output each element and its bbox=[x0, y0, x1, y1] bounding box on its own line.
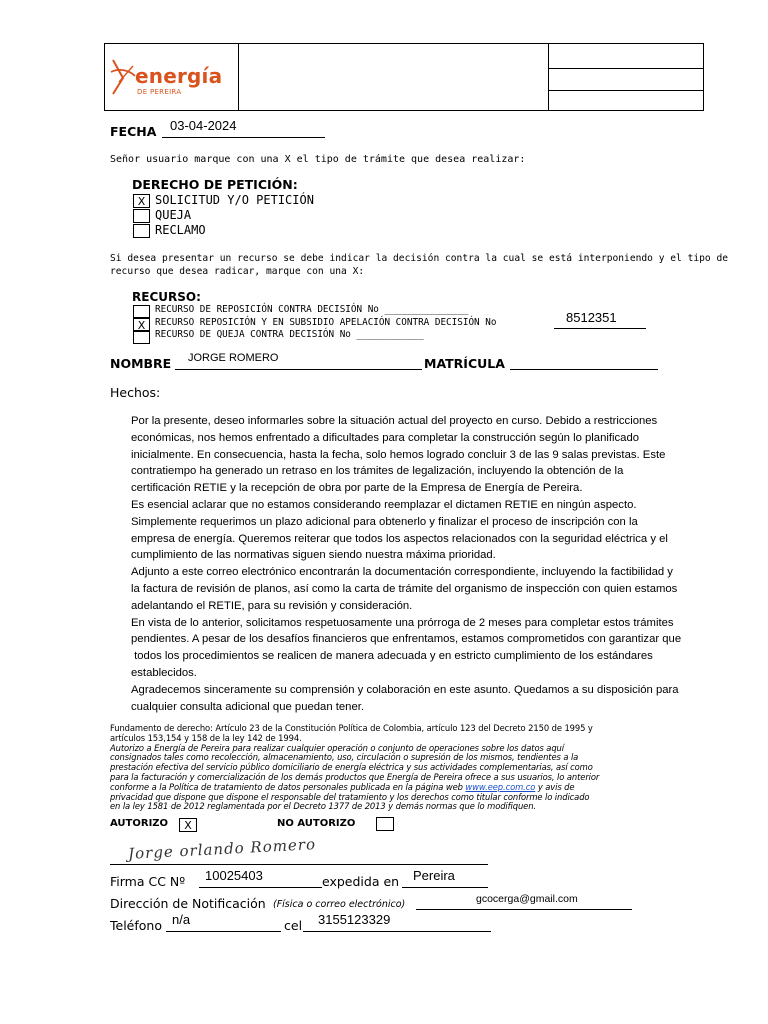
hechos-line: Agradecemos sinceramente su comprensión y colaboración en este asunto. Quedamos a su disposición para bbox=[131, 683, 679, 696]
decision-number-value: 8512351 bbox=[566, 310, 617, 325]
recurso-intro-line: Si desea presentar un recurso se debe indicar la decisión contra la cual se está interponiendo y el tipo de bbox=[110, 253, 729, 264]
hechos-line: todos los procedimientos se realicen de manera adecuada y en estricto cumplimiento de los estándares bbox=[131, 650, 653, 663]
nombre-field[interactable] bbox=[175, 354, 422, 370]
hechos-line: Es esencial aclarar que no estamos considerando reemplazar el dictamen RETIE en ningún aspecto. bbox=[131, 498, 637, 511]
header-row-divider bbox=[549, 68, 704, 69]
autorizo-checkbox[interactable]: X bbox=[179, 818, 197, 832]
peticion-option[interactable] bbox=[133, 208, 393, 223]
hechos-line: económicas, nos hemos enfrentado a dificultades para completar la construcción según lo planificado bbox=[131, 431, 640, 444]
direccion-field[interactable] bbox=[416, 893, 632, 910]
peticion-option[interactable] bbox=[133, 193, 393, 208]
legal-line: en la ley 1581 de 2012 reglamentada por el Decreto 1377 de 2013 y demás normas que lo modifiquen. bbox=[110, 801, 536, 812]
direccion-value: gcocerga@gmail.com bbox=[476, 893, 578, 905]
checkbox[interactable]: X bbox=[133, 318, 150, 331]
cel-value: 3155123329 bbox=[318, 912, 391, 927]
cel-field[interactable] bbox=[303, 912, 491, 932]
expedida-field[interactable] bbox=[402, 868, 488, 888]
hechos-line: inicialmente. En consecuencia, hasta la fecha, solo hemos logrado concluir 3 de las 9 salas previstas. Este bbox=[131, 448, 666, 461]
option-label: RECURSO DE REPOSICIÓN CONTRA DECISIÓN No _______________ bbox=[155, 304, 469, 315]
legal-block bbox=[110, 724, 660, 812]
intro-text: Señor usuario marque con una X el tipo de trámite que desea realizar: bbox=[110, 154, 526, 165]
recurso-option[interactable] bbox=[133, 330, 663, 343]
header-right-cell bbox=[548, 44, 704, 110]
hechos-line: pendientes. A pesar de los desafíos financieros que enfrentamos, estamos comprometidos con garantizar que bbox=[131, 633, 682, 646]
fecha-label: FECHA bbox=[110, 124, 157, 139]
legal-line: privacidad que dispone que dispone el responsable del tratamiento y los derechos como titular conforme lo indicado bbox=[110, 791, 590, 802]
legal-line: Autorizo a Energía de Pereira para realizar cualquier operación o conjunto de operaciones sobre los datos aquí bbox=[110, 742, 564, 753]
peticion-option[interactable] bbox=[133, 223, 393, 238]
option-label: RECURSO DE QUEJA CONTRA DECISIÓN No ____________ bbox=[155, 329, 424, 340]
hechos-line: Simplemente requerimos un plazo adicional para obtenerlo y finalizar el proceso de inscripción con la bbox=[131, 515, 638, 528]
cc-value: 10025403 bbox=[205, 868, 263, 883]
telefono-label: Teléfono bbox=[110, 918, 162, 933]
hechos-line: cualquier consulta adicional que puedan tener. bbox=[131, 700, 365, 713]
fecha-field[interactable] bbox=[162, 118, 325, 138]
checkbox[interactable] bbox=[133, 224, 150, 238]
checkbox[interactable]: X bbox=[133, 194, 150, 208]
legal-text: y avis de bbox=[537, 781, 575, 792]
peticion-title: DERECHO DE PETICIÓN: bbox=[132, 177, 298, 192]
autorizo-label: AUTORIZO bbox=[110, 818, 169, 829]
legal-line: prestación efectiva del servicio público domiciliario de energía eléctrica y sus actividades complementarias, así como bbox=[110, 762, 593, 773]
recurso-intro bbox=[110, 252, 728, 278]
expedida-label: expedida en bbox=[322, 874, 400, 889]
option-label: QUEJA bbox=[155, 208, 192, 222]
logo-subtitle: DE PEREIRA bbox=[137, 88, 182, 96]
header-table bbox=[104, 43, 704, 111]
matricula-field[interactable] bbox=[510, 354, 658, 370]
direccion-label: Dirección de Notificación bbox=[110, 896, 266, 911]
option-label: RECURSO REPOSICIÓN Y EN SUBSIDIO APELACIÓN CONTRA DECISIÓN No bbox=[155, 317, 497, 328]
decision-number-field[interactable] bbox=[554, 310, 646, 329]
nombre-label: NOMBRE bbox=[110, 356, 172, 371]
hechos-line: cumplimiento de las normativas siguen siendo nuestra máxima prioridad. bbox=[131, 549, 496, 562]
telefono-field[interactable] bbox=[166, 912, 281, 932]
recurso-options bbox=[133, 304, 663, 343]
legal-line: para la facturación y comercialización de los demás productos que Energía de Pereira ofrece a sus usuarios, lo anterior bbox=[110, 771, 600, 782]
hechos-line: Por la presente, deseo informarles sobre la situación actual del proyecto en curso. Debido a restricciones bbox=[131, 415, 658, 427]
legal-line: consignados tales como recolección, almacenamiento, uso, circulación o supresión de los mismos, tendientes a la bbox=[110, 752, 579, 763]
telefono-value: n/a bbox=[172, 912, 191, 927]
hechos-line: contratiempo ha generado un retraso en los trámites de legalización, incluyendo la obtención de la bbox=[131, 465, 624, 478]
checkbox[interactable] bbox=[133, 331, 150, 344]
nombre-value: JORGE ROMERO bbox=[188, 352, 279, 364]
website-link[interactable]: www.eep.com.co bbox=[465, 781, 536, 792]
legal-text: conforme a la Política de tratamiento de datos personales publicada en la página web bbox=[110, 781, 463, 792]
hechos-body bbox=[131, 413, 682, 715]
recurso-intro-line: recurso que desea radicar, marque con una X: bbox=[110, 266, 365, 277]
hechos-line: certificación RETIE y la recepción de obra por parte de la Empresa de Energía de Pereira. bbox=[131, 482, 583, 495]
peticion-options bbox=[133, 193, 393, 238]
option-label: RECLAMO bbox=[155, 223, 206, 237]
legal-line: artículos 153,154 y 158 de la ley 142 de 1994. bbox=[110, 732, 302, 743]
hechos-label: Hechos: bbox=[110, 385, 161, 400]
hechos-line: la factura de revisión de planos, así como la carta de trámite del organismo de inspección con quien estamos bbox=[131, 582, 678, 595]
signature: Jorge orlando Romero bbox=[127, 835, 317, 863]
firma-cc-label: Firma CC Nº bbox=[110, 874, 186, 889]
legal-line: Fundamento de derecho: Artículo 23 de la Constitución Política de Colombia, artículo 123 del Decreto 2150 de 1995 y bbox=[110, 723, 593, 733]
hechos-line: establecidos. bbox=[131, 666, 197, 679]
no-autorizo-label: NO AUTORIZO bbox=[277, 818, 356, 829]
header-row-divider bbox=[549, 90, 704, 91]
hechos-line: En vista de lo anterior, solicitamos respetuosamente una prórroga de 2 meses para completar estos trámites bbox=[131, 616, 674, 629]
recurso-title: RECURSO: bbox=[132, 290, 201, 304]
logo-cell bbox=[105, 44, 239, 110]
hechos-line: Adjunto a este correo electrónico encontrarán la documentación correspondiente, incluyendo la factibilidad y bbox=[131, 566, 673, 579]
option-label: SOLICITUD Y/O PETICIÓN bbox=[155, 193, 314, 207]
hechos-line: adelantando el RETIE, para su revisión y consideración. bbox=[131, 599, 413, 612]
matricula-label: MATRÍCULA bbox=[424, 356, 505, 371]
fecha-value: 03-04-2024 bbox=[170, 118, 237, 133]
direccion-hint: (Física o correo electrónico) bbox=[273, 899, 406, 910]
hechos-line: empresa de energía. Queremos reiterar que todos los aspectos relacionados con la seguridad eléctrica y el bbox=[131, 532, 668, 545]
logo-wordmark: energía bbox=[135, 64, 223, 88]
cel-label: cel bbox=[284, 918, 303, 933]
cc-field[interactable] bbox=[199, 868, 322, 888]
no-autorizo-checkbox[interactable] bbox=[376, 817, 394, 831]
expedida-value: Pereira bbox=[413, 868, 455, 883]
checkbox[interactable] bbox=[133, 209, 150, 223]
